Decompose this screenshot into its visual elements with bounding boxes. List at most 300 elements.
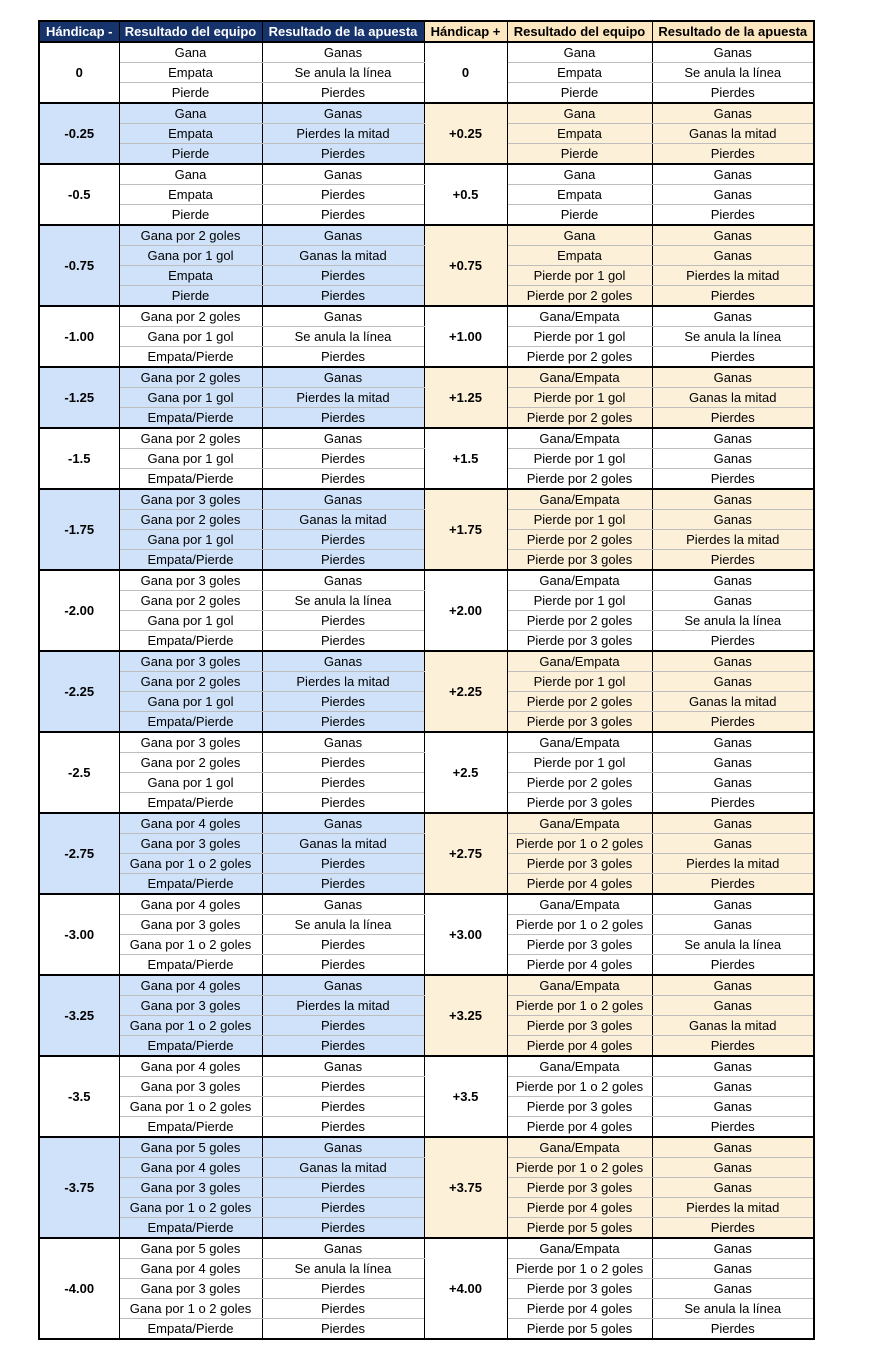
team-result-right-cell: Gana/Empata <box>507 306 652 327</box>
bet-result-left-cell: Ganas la mitad <box>262 510 424 530</box>
team-result-left-cell: Gana por 4 goles <box>119 894 262 915</box>
team-result-left-cell: Gana por 1 gol <box>119 611 262 631</box>
bet-result-left-cell: Pierdes la mitad <box>262 124 424 144</box>
team-result-right-cell: Pierde por 2 goles <box>507 408 652 429</box>
team-result-right-cell: Gana <box>507 42 652 63</box>
team-result-left-cell: Gana por 3 goles <box>119 651 262 672</box>
bet-result-left-cell: Pierdes <box>262 144 424 165</box>
table-row <box>39 651 814 672</box>
handicap-minus-cell: -1.00 <box>39 306 119 367</box>
bet-result-right-cell: Pierdes <box>652 205 814 226</box>
header-handicap-minus: Hándicap - <box>39 21 119 42</box>
team-result-right-cell: Pierde por 4 goles <box>507 955 652 976</box>
table-row <box>39 975 814 996</box>
bet-result-right-cell: Pierdes <box>652 955 814 976</box>
team-result-left-cell: Gana por 1 gol <box>119 246 262 266</box>
bet-result-left-cell: Pierdes <box>262 874 424 895</box>
team-result-left-cell: Gana por 1 gol <box>119 449 262 469</box>
team-result-left-cell: Empata/Pierde <box>119 1117 262 1138</box>
header-handicap-plus: Hándicap + <box>424 21 507 42</box>
table-row <box>39 1137 814 1158</box>
bet-result-left-cell: Pierdes <box>262 469 424 490</box>
bet-result-right-cell: Ganas <box>652 449 814 469</box>
team-result-right-cell: Pierde por 1 gol <box>507 266 652 286</box>
team-result-left-cell: Empata <box>119 124 262 144</box>
team-result-left-cell: Empata <box>119 185 262 205</box>
team-result-left-cell: Empata/Pierde <box>119 1036 262 1057</box>
team-result-left-cell: Gana por 4 goles <box>119 975 262 996</box>
team-result-right-cell: Pierde por 4 goles <box>507 874 652 895</box>
team-result-right-cell: Pierde por 4 goles <box>507 1036 652 1057</box>
team-result-right-cell: Pierde por 2 goles <box>507 286 652 307</box>
team-result-right-cell: Pierde por 1 gol <box>507 753 652 773</box>
team-result-right-cell: Gana/Empata <box>507 1137 652 1158</box>
team-result-right-cell: Pierde por 1 gol <box>507 672 652 692</box>
team-result-left-cell: Empata/Pierde <box>119 1218 262 1239</box>
handicap-minus-cell: -2.5 <box>39 732 119 813</box>
handicap-plus-cell: +2.5 <box>424 732 507 813</box>
bet-result-right-cell: Ganas <box>652 651 814 672</box>
bet-result-right-cell: Pierdes <box>652 469 814 490</box>
bet-result-left-cell: Pierdes <box>262 1198 424 1218</box>
team-result-right-cell: Gana/Empata <box>507 367 652 388</box>
table-row <box>39 894 814 915</box>
handicap-minus-cell: -3.00 <box>39 894 119 975</box>
handicap-plus-cell: +1.00 <box>424 306 507 367</box>
bet-result-right-cell: Ganas la mitad <box>652 124 814 144</box>
handicap-minus-cell: -1.25 <box>39 367 119 428</box>
team-result-right-cell: Pierde por 1 o 2 goles <box>507 834 652 854</box>
bet-result-right-cell: Ganas <box>652 185 814 205</box>
bet-result-right-cell: Ganas <box>652 103 814 124</box>
handicap-minus-cell: 0 <box>39 42 119 103</box>
team-result-right-cell: Pierde por 1 o 2 goles <box>507 996 652 1016</box>
bet-result-left-cell: Ganas <box>262 651 424 672</box>
team-result-left-cell: Empata/Pierde <box>119 408 262 429</box>
table-row <box>39 813 814 834</box>
team-result-right-cell: Gana/Empata <box>507 570 652 591</box>
bet-result-right-cell: Pierdes <box>652 1117 814 1138</box>
team-result-left-cell: Pierde <box>119 286 262 307</box>
bet-result-right-cell: Pierdes la mitad <box>652 854 814 874</box>
handicap-plus-cell: +2.75 <box>424 813 507 894</box>
team-result-right-cell: Pierde por 1 gol <box>507 449 652 469</box>
team-result-left-cell: Gana por 3 goles <box>119 996 262 1016</box>
team-result-right-cell: Pierde por 1 gol <box>507 327 652 347</box>
table-row <box>39 103 814 124</box>
handicap-minus-cell: -0.75 <box>39 225 119 306</box>
handicap-plus-cell: +0.25 <box>424 103 507 164</box>
bet-result-left-cell: Ganas <box>262 164 424 185</box>
handicap-minus-cell: -3.25 <box>39 975 119 1056</box>
team-result-right-cell: Pierde por 1 gol <box>507 591 652 611</box>
handicap-plus-cell: +3.75 <box>424 1137 507 1238</box>
team-result-right-cell: Pierde por 3 goles <box>507 1097 652 1117</box>
team-result-right-cell: Pierde por 3 goles <box>507 793 652 814</box>
handicap-plus-cell: +0.5 <box>424 164 507 225</box>
team-result-left-cell: Gana por 1 gol <box>119 773 262 793</box>
bet-result-left-cell: Ganas <box>262 975 424 996</box>
team-result-right-cell: Gana/Empata <box>507 732 652 753</box>
handicap-minus-cell: -2.75 <box>39 813 119 894</box>
team-result-left-cell: Gana <box>119 164 262 185</box>
handicap-minus-cell: -2.25 <box>39 651 119 732</box>
team-result-right-cell: Pierde por 4 goles <box>507 1198 652 1218</box>
table-row <box>39 367 814 388</box>
team-result-right-cell: Gana/Empata <box>507 489 652 510</box>
table-body <box>39 42 814 1339</box>
handicap-plus-cell: +0.75 <box>424 225 507 306</box>
bet-result-right-cell: Pierdes <box>652 1218 814 1239</box>
team-result-right-cell: Gana/Empata <box>507 894 652 915</box>
team-result-right-cell: Pierde por 3 goles <box>507 1178 652 1198</box>
bet-result-left-cell: Se anula la línea <box>262 591 424 611</box>
team-result-left-cell: Gana por 2 goles <box>119 306 262 327</box>
team-result-right-cell: Pierde por 1 o 2 goles <box>507 915 652 935</box>
team-result-left-cell: Gana por 5 goles <box>119 1238 262 1259</box>
team-result-left-cell: Empata/Pierde <box>119 550 262 571</box>
bet-result-right-cell: Ganas <box>652 1137 814 1158</box>
bet-result-left-cell: Ganas <box>262 570 424 591</box>
bet-result-left-cell: Pierdes <box>262 185 424 205</box>
team-result-right-cell: Pierde por 2 goles <box>507 692 652 712</box>
handicap-minus-cell: -3.75 <box>39 1137 119 1238</box>
handicap-minus-cell: -4.00 <box>39 1238 119 1339</box>
bet-result-left-cell: Ganas <box>262 894 424 915</box>
team-result-right-cell: Pierde por 5 goles <box>507 1319 652 1340</box>
team-result-right-cell: Gana <box>507 103 652 124</box>
bet-result-right-cell: Ganas <box>652 306 814 327</box>
bet-result-left-cell: Pierdes <box>262 550 424 571</box>
team-result-left-cell: Gana por 1 o 2 goles <box>119 1299 262 1319</box>
bet-result-left-cell: Ganas la mitad <box>262 1158 424 1178</box>
team-result-left-cell: Gana por 3 goles <box>119 732 262 753</box>
bet-result-left-cell: Pierdes <box>262 83 424 104</box>
bet-result-left-cell: Pierdes <box>262 712 424 733</box>
team-result-left-cell: Gana por 4 goles <box>119 1158 262 1178</box>
team-result-left-cell: Gana por 2 goles <box>119 591 262 611</box>
header-team-result-right: Resultado del equipo <box>507 21 652 42</box>
bet-result-left-cell: Pierdes <box>262 692 424 712</box>
team-result-left-cell: Gana por 3 goles <box>119 1178 262 1198</box>
bet-result-right-cell: Ganas <box>652 164 814 185</box>
team-result-right-cell: Pierde por 5 goles <box>507 1218 652 1239</box>
team-result-left-cell: Pierde <box>119 144 262 165</box>
bet-result-left-cell: Ganas <box>262 367 424 388</box>
handicap-plus-cell: +3.25 <box>424 975 507 1056</box>
bet-result-left-cell: Pierdes <box>262 793 424 814</box>
bet-result-right-cell: Pierdes la mitad <box>652 530 814 550</box>
bet-result-right-cell: Ganas <box>652 1279 814 1299</box>
team-result-left-cell: Gana por 2 goles <box>119 428 262 449</box>
bet-result-left-cell: Pierdes <box>262 347 424 368</box>
bet-result-right-cell: Ganas <box>652 510 814 530</box>
team-result-left-cell: Gana por 1 gol <box>119 388 262 408</box>
bet-result-left-cell: Pierdes <box>262 935 424 955</box>
team-result-right-cell: Pierde por 3 goles <box>507 854 652 874</box>
team-result-left-cell: Empata <box>119 266 262 286</box>
team-result-left-cell: Gana por 1 o 2 goles <box>119 1016 262 1036</box>
handicap-plus-cell: +3.00 <box>424 894 507 975</box>
bet-result-left-cell: Se anula la línea <box>262 327 424 347</box>
bet-result-left-cell: Pierdes la mitad <box>262 672 424 692</box>
team-result-right-cell: Pierde <box>507 144 652 165</box>
bet-result-left-cell: Ganas <box>262 813 424 834</box>
team-result-left-cell: Gana por 4 goles <box>119 813 262 834</box>
team-result-left-cell: Gana por 4 goles <box>119 1259 262 1279</box>
bet-result-left-cell: Pierdes <box>262 854 424 874</box>
team-result-right-cell: Pierde por 3 goles <box>507 712 652 733</box>
team-result-right-cell: Pierde por 2 goles <box>507 347 652 368</box>
bet-result-left-cell: Ganas <box>262 225 424 246</box>
team-result-right-cell: Pierde por 3 goles <box>507 1279 652 1299</box>
team-result-left-cell: Empata/Pierde <box>119 874 262 895</box>
bet-result-left-cell: Ganas <box>262 103 424 124</box>
bet-result-right-cell: Ganas <box>652 894 814 915</box>
bet-result-right-cell: Pierdes <box>652 631 814 652</box>
team-result-left-cell: Gana por 3 goles <box>119 570 262 591</box>
bet-result-right-cell: Ganas <box>652 672 814 692</box>
bet-result-right-cell: Ganas <box>652 1077 814 1097</box>
bet-result-left-cell: Se anula la línea <box>262 1259 424 1279</box>
team-result-right-cell: Pierde por 1 o 2 goles <box>507 1077 652 1097</box>
bet-result-right-cell: Se anula la línea <box>652 1299 814 1319</box>
bet-result-right-cell: Pierdes <box>652 712 814 733</box>
team-result-left-cell: Empata/Pierde <box>119 955 262 976</box>
team-result-left-cell: Gana por 4 goles <box>119 1056 262 1077</box>
bet-result-right-cell: Ganas <box>652 225 814 246</box>
team-result-right-cell: Pierde por 3 goles <box>507 631 652 652</box>
handicap-plus-cell: +1.75 <box>424 489 507 570</box>
handicap-plus-cell: +2.00 <box>424 570 507 651</box>
team-result-left-cell: Gana por 1 o 2 goles <box>119 1198 262 1218</box>
handicap-plus-cell: +1.25 <box>424 367 507 428</box>
handicap-plus-cell: +2.25 <box>424 651 507 732</box>
bet-result-left-cell: Pierdes <box>262 773 424 793</box>
handicap-minus-cell: -0.5 <box>39 164 119 225</box>
team-result-right-cell: Pierde por 2 goles <box>507 611 652 631</box>
bet-result-left-cell: Pierdes <box>262 1178 424 1198</box>
team-result-left-cell: Empata/Pierde <box>119 347 262 368</box>
team-result-left-cell: Gana por 1 gol <box>119 530 262 550</box>
team-result-left-cell: Gana por 5 goles <box>119 1137 262 1158</box>
team-result-right-cell: Gana/Empata <box>507 975 652 996</box>
team-result-left-cell: Gana por 2 goles <box>119 225 262 246</box>
bet-result-right-cell: Pierdes <box>652 874 814 895</box>
bet-result-left-cell: Pierdes <box>262 1319 424 1340</box>
bet-result-left-cell: Pierdes <box>262 753 424 773</box>
team-result-right-cell: Pierde por 4 goles <box>507 1299 652 1319</box>
team-result-left-cell: Gana por 2 goles <box>119 672 262 692</box>
team-result-left-cell: Pierde <box>119 83 262 104</box>
bet-result-right-cell: Ganas <box>652 1158 814 1178</box>
handicap-minus-cell: -2.00 <box>39 570 119 651</box>
bet-result-left-cell: Pierdes <box>262 611 424 631</box>
bet-result-right-cell: Ganas <box>652 1238 814 1259</box>
handicap-minus-cell: -1.75 <box>39 489 119 570</box>
team-result-right-cell: Pierde por 3 goles <box>507 1016 652 1036</box>
team-result-right-cell: Pierde <box>507 83 652 104</box>
bet-result-left-cell: Ganas la mitad <box>262 834 424 854</box>
bet-result-left-cell: Se anula la línea <box>262 63 424 83</box>
table-row <box>39 1056 814 1077</box>
team-result-right-cell: Empata <box>507 63 652 83</box>
header-row <box>39 21 814 42</box>
bet-result-left-cell: Pierdes <box>262 1218 424 1239</box>
bet-result-right-cell: Ganas <box>652 996 814 1016</box>
handicap-plus-cell: +3.5 <box>424 1056 507 1137</box>
bet-result-right-cell: Se anula la línea <box>652 611 814 631</box>
handicap-table <box>38 20 815 1340</box>
bet-result-right-cell: Pierdes la mitad <box>652 1198 814 1218</box>
table-row <box>39 570 814 591</box>
handicap-minus-cell: -0.25 <box>39 103 119 164</box>
team-result-left-cell: Gana por 1 gol <box>119 692 262 712</box>
bet-result-left-cell: Pierdes <box>262 449 424 469</box>
bet-result-left-cell: Ganas <box>262 1238 424 1259</box>
team-result-left-cell: Gana por 2 goles <box>119 367 262 388</box>
bet-result-left-cell: Pierdes <box>262 631 424 652</box>
team-result-right-cell: Pierde por 2 goles <box>507 469 652 490</box>
handicap-minus-cell: -3.5 <box>39 1056 119 1137</box>
bet-result-left-cell: Ganas <box>262 42 424 63</box>
bet-result-left-cell: Pierdes <box>262 1279 424 1299</box>
bet-result-left-cell: Ganas la mitad <box>262 246 424 266</box>
bet-result-right-cell: Ganas <box>652 834 814 854</box>
bet-result-right-cell: Ganas <box>652 489 814 510</box>
table-row <box>39 42 814 63</box>
team-result-right-cell: Pierde por 1 o 2 goles <box>507 1259 652 1279</box>
team-result-left-cell: Gana por 1 gol <box>119 327 262 347</box>
bet-result-left-cell: Pierdes <box>262 1299 424 1319</box>
team-result-left-cell: Gana <box>119 42 262 63</box>
bet-result-left-cell: Se anula la línea <box>262 915 424 935</box>
bet-result-left-cell: Pierdes <box>262 1117 424 1138</box>
bet-result-left-cell: Pierdes <box>262 1016 424 1036</box>
team-result-left-cell: Gana por 2 goles <box>119 753 262 773</box>
bet-result-left-cell: Ganas <box>262 1137 424 1158</box>
team-result-left-cell: Gana por 3 goles <box>119 489 262 510</box>
bet-result-right-cell: Ganas <box>652 1056 814 1077</box>
team-result-right-cell: Gana/Empata <box>507 428 652 449</box>
bet-result-right-cell: Se anula la línea <box>652 935 814 955</box>
bet-result-right-cell: Ganas <box>652 591 814 611</box>
bet-result-right-cell: Pierdes <box>652 83 814 104</box>
bet-result-left-cell: Pierdes <box>262 1097 424 1117</box>
bet-result-right-cell: Ganas <box>652 732 814 753</box>
team-result-left-cell: Gana por 3 goles <box>119 1077 262 1097</box>
bet-result-right-cell: Pierdes <box>652 550 814 571</box>
bet-result-right-cell: Ganas la mitad <box>652 1016 814 1036</box>
table-row <box>39 225 814 246</box>
bet-result-right-cell: Pierdes <box>652 1319 814 1340</box>
team-result-left-cell: Gana por 1 o 2 goles <box>119 854 262 874</box>
handicap-minus-cell: -1.5 <box>39 428 119 489</box>
team-result-right-cell: Pierde por 1 o 2 goles <box>507 1158 652 1178</box>
handicap-plus-cell: 0 <box>424 42 507 103</box>
bet-result-right-cell: Ganas <box>652 753 814 773</box>
bet-result-left-cell: Pierdes <box>262 1077 424 1097</box>
bet-result-right-cell: Pierdes la mitad <box>652 266 814 286</box>
team-result-left-cell: Empata/Pierde <box>119 793 262 814</box>
team-result-right-cell: Pierde por 1 gol <box>507 388 652 408</box>
bet-result-right-cell: Ganas <box>652 570 814 591</box>
bet-result-left-cell: Pierdes la mitad <box>262 996 424 1016</box>
team-result-right-cell: Empata <box>507 185 652 205</box>
team-result-right-cell: Pierde <box>507 205 652 226</box>
header-bet-result-left: Resultado de la apuesta <box>262 21 424 42</box>
bet-result-right-cell: Ganas <box>652 42 814 63</box>
bet-result-right-cell: Pierdes <box>652 793 814 814</box>
team-result-right-cell: Pierde por 1 gol <box>507 510 652 530</box>
bet-result-left-cell: Ganas <box>262 306 424 327</box>
table-row <box>39 1238 814 1259</box>
bet-result-right-cell: Ganas <box>652 813 814 834</box>
table-row <box>39 164 814 185</box>
team-result-left-cell: Gana por 1 o 2 goles <box>119 1097 262 1117</box>
bet-result-left-cell: Pierdes <box>262 408 424 429</box>
table-row <box>39 428 814 449</box>
bet-result-left-cell: Pierdes <box>262 530 424 550</box>
bet-result-left-cell: Pierdes <box>262 266 424 286</box>
bet-result-left-cell: Ganas <box>262 428 424 449</box>
table-row <box>39 489 814 510</box>
bet-result-left-cell: Ganas <box>262 489 424 510</box>
header-bet-result-right: Resultado de la apuesta <box>652 21 814 42</box>
team-result-left-cell: Gana <box>119 103 262 124</box>
bet-result-right-cell: Ganas la mitad <box>652 692 814 712</box>
handicap-plus-cell: +1.5 <box>424 428 507 489</box>
bet-result-left-cell: Pierdes <box>262 286 424 307</box>
bet-result-right-cell: Pierdes <box>652 286 814 307</box>
team-result-right-cell: Gana/Empata <box>507 1238 652 1259</box>
bet-result-left-cell: Pierdes la mitad <box>262 388 424 408</box>
bet-result-right-cell: Ganas <box>652 367 814 388</box>
bet-result-right-cell: Ganas <box>652 915 814 935</box>
bet-result-right-cell: Ganas <box>652 975 814 996</box>
team-result-left-cell: Gana por 2 goles <box>119 510 262 530</box>
team-result-left-cell: Gana por 3 goles <box>119 834 262 854</box>
bet-result-right-cell: Pierdes <box>652 1036 814 1057</box>
bet-result-right-cell: Ganas <box>652 1097 814 1117</box>
team-result-left-cell: Empata <box>119 63 262 83</box>
table-row <box>39 732 814 753</box>
team-result-right-cell: Pierde por 4 goles <box>507 1117 652 1138</box>
team-result-left-cell: Gana por 3 goles <box>119 915 262 935</box>
bet-result-right-cell: Ganas <box>652 246 814 266</box>
header-team-result-left: Resultado del equipo <box>119 21 262 42</box>
team-result-right-cell: Pierde por 2 goles <box>507 530 652 550</box>
bet-result-left-cell: Pierdes <box>262 1036 424 1057</box>
bet-result-right-cell: Ganas la mitad <box>652 388 814 408</box>
bet-result-right-cell: Ganas <box>652 773 814 793</box>
team-result-right-cell: Empata <box>507 124 652 144</box>
team-result-left-cell: Gana por 1 o 2 goles <box>119 935 262 955</box>
team-result-right-cell: Empata <box>507 246 652 266</box>
team-result-right-cell: Gana/Empata <box>507 813 652 834</box>
team-result-right-cell: Gana <box>507 225 652 246</box>
bet-result-left-cell: Pierdes <box>262 955 424 976</box>
team-result-left-cell: Gana por 3 goles <box>119 1279 262 1299</box>
team-result-right-cell: Pierde por 3 goles <box>507 550 652 571</box>
bet-result-left-cell: Pierdes <box>262 205 424 226</box>
bet-result-left-cell: Ganas <box>262 732 424 753</box>
bet-result-right-cell: Ganas <box>652 428 814 449</box>
team-result-left-cell: Pierde <box>119 205 262 226</box>
bet-result-left-cell: Ganas <box>262 1056 424 1077</box>
bet-result-right-cell: Pierdes <box>652 347 814 368</box>
table-row <box>39 306 814 327</box>
